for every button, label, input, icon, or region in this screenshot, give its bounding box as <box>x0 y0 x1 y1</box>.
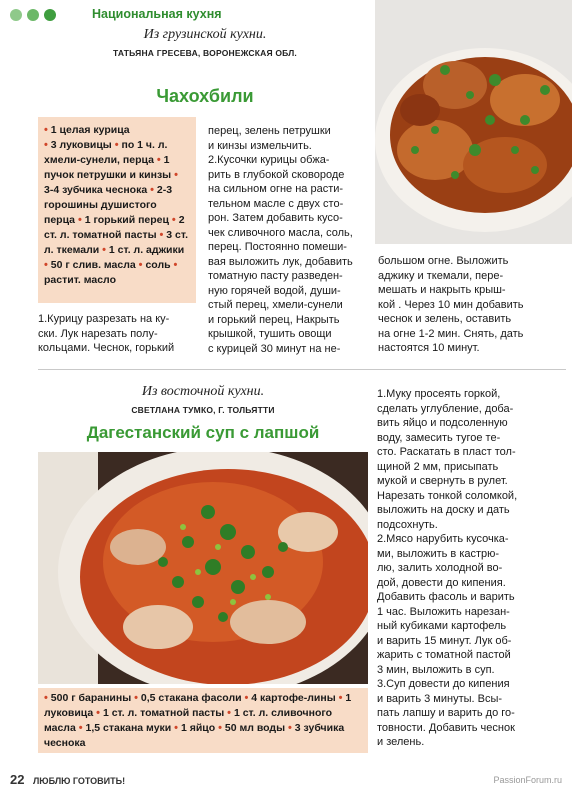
ingredient: 0,5 стакана фасоли <box>140 692 242 704</box>
text-line: и кинзы измельчить. <box>208 139 312 152</box>
recipe2-author: СВЕТЛАНА ТУМКО, Г. ТОЛЬЯТТИ <box>131 405 275 415</box>
text-line: на огне 1-2 мин. Снять, дать <box>378 327 524 340</box>
ingredient: 1 горький перец <box>84 214 169 226</box>
ingredient: 1,5 стакана муки <box>85 722 172 734</box>
text-line: ски. Лук нарезать полу- <box>38 327 158 340</box>
text-line: 1 час. Выложить нарезан- <box>377 605 510 618</box>
text-line: и варить 3 минуты. Всы- <box>377 692 503 705</box>
text-line: перец. Постоянно помеши- <box>208 241 347 253</box>
recipe2-ingredients: • 500 г баранины • 0,5 стакана фасоли • 4 картофе-лины • 1 луковица • 1 ст. л. томатной пасты • 1 ст. л. сливочного масла • 1,5 стакана муки • 1 яйцо • 50 мл воды • 3 зубчика чеснока <box>38 688 368 753</box>
ingredient: 1 пучок петрушки и кинзы <box>44 154 172 181</box>
ingredient: 50 мл воды <box>224 722 286 734</box>
text-line: вая выложить лук, добавить <box>208 255 353 268</box>
text-line: чеснок и зелень, оставить <box>378 313 512 325</box>
ingredient: 3 луковицы <box>50 139 112 151</box>
recipe1-title: Чахохбили <box>156 86 254 106</box>
recipe1-ingredients: • 1 целая курица • 3 луковицы • по 1 ч. л. хмели-сунели, перца • 1 пучок петрушки и кинзы • 3-4 зубчика чеснока • 2-3 горошины душистого перца • 1 горький перец • 2 ст. л. томатной пасты • 3 ст. л. ткемали • 1 ст. л. аджики • 50 г слив. масла • соль • растит. масло <box>38 117 196 303</box>
ingredient: 2-3 горошины душистого перца <box>44 184 173 226</box>
ingredient: 3 зубчика чеснока <box>44 722 345 749</box>
page-footer <box>10 772 125 787</box>
recipe1-author: ТАТЬЯНА ГРЕСЕВА, ВОРОНЕЖСКАЯ ОБЛ. <box>113 48 297 58</box>
text-line: ную горячей водой, души- <box>208 284 341 297</box>
text-line: кольцами. Чеснок, горький <box>38 342 175 354</box>
magazine-name: ЛЮБЛЮ ГОТОВИТЬ! <box>32 776 126 786</box>
text-line: перец, зелень петрушки <box>208 125 331 137</box>
text-line: пать лапшу и варить до го- <box>377 707 515 719</box>
watermark: PassionForum.ru <box>493 775 562 785</box>
text-line: щиной 2 мм, присыпать <box>377 460 499 473</box>
dot-icon <box>27 9 39 21</box>
recipe1-column1 <box>38 312 200 356</box>
ingredient: 1 ст. л. аджики <box>108 244 185 256</box>
ingredient: 2 ст. л. томатной пасты <box>44 214 185 241</box>
text-line: мешать и накрыть крыш- <box>378 284 506 296</box>
text-line: стый перец, хмели-сунели <box>208 299 343 311</box>
section-title: Национальная кухня <box>92 7 222 21</box>
recipe2-cuisine: Из восточной кухни. <box>141 384 265 399</box>
text-line: томатную пасту разведен- <box>208 270 343 282</box>
recipe1-column2 <box>208 124 376 356</box>
ingredient: 1 луковица <box>44 692 352 719</box>
ingredient: 1 ст. л. сливочного масла <box>44 707 333 734</box>
text-line: жарить с томатной пастой <box>377 649 511 661</box>
ingredient: 1 яйцо <box>180 722 216 734</box>
recipe1-column3 <box>378 254 566 356</box>
text-line: с курицей 30 минут на не- <box>208 342 341 355</box>
text-line: 1.Муку просеять горкой, <box>377 388 501 400</box>
text-line: тельном масле с двух сто- <box>208 197 344 210</box>
text-line: и горький перец, Накрыть <box>208 313 340 326</box>
recipe2-steps <box>377 387 567 750</box>
text-line: настоятся 10 минут. <box>378 342 480 354</box>
ingredient: 3-4 зубчика чеснока <box>44 184 148 196</box>
section-divider <box>38 369 566 370</box>
text-line: 2.Мясо нарубить кусочка- <box>377 533 509 545</box>
text-line: 3 мин, выложить в суп. <box>377 663 495 676</box>
text-line: мукой и свернуть в рулет. <box>377 475 508 487</box>
text-line: 3.Суп довести до кипения <box>377 678 510 690</box>
text-line: подсохнуть. <box>377 518 438 531</box>
page-number: 22 <box>10 772 25 787</box>
text-line: на сильном огне на расти- <box>208 183 344 195</box>
ingredient: 4 картофе-лины <box>251 692 336 704</box>
text-line: и варить 15 минут. Лук об- <box>377 634 512 647</box>
text-line: ный кубиками картофель <box>377 620 507 632</box>
ingredient: 1 целая курица <box>50 124 130 136</box>
text-line: воду, замесить тугое те- <box>377 431 501 444</box>
text-line: Нарезать тонкой соломкой, <box>377 489 518 502</box>
text-line: товности. Добавить чеснок <box>377 721 515 734</box>
dot-icon <box>44 9 56 21</box>
text-line: выложить на доску и дать <box>377 504 510 516</box>
text-line: дой, довести до кипения. <box>377 576 506 589</box>
text-line: аджику и ткемали, пере- <box>378 269 504 282</box>
dot-icon <box>10 9 22 21</box>
text-line: сто. Раскатать в пласт тол- <box>377 446 516 458</box>
ingredient: 1 ст. л. томатной пасты <box>102 707 225 719</box>
text-line: рон. Затем добавить кусо- <box>208 212 343 224</box>
ingredient: 3 ст. л. ткемали <box>44 229 188 256</box>
text-line: чек сливочного масла, соль, <box>208 226 353 239</box>
text-line: большом огне. Выложить <box>378 255 509 267</box>
ingredient: 500 г баранины <box>50 692 132 704</box>
section-dots <box>10 9 56 21</box>
dagestan-soup-photo <box>38 452 368 684</box>
ingredient: растит. масло <box>44 274 116 286</box>
ingredient: по 1 ч. л. хмели-сунели, перца <box>44 139 168 166</box>
text-line: ми, выложить в кастрю- <box>377 547 500 560</box>
text-line: сделать углубление, доба- <box>377 402 514 415</box>
text-line: лю, залить холодной во- <box>377 562 503 574</box>
text-line: вить яйцо и подсоленную <box>377 417 508 429</box>
text-line: кой . Через 10 мин добавить <box>378 298 524 311</box>
text-line: 2.Кусочки курицы обжа- <box>208 154 330 166</box>
ingredient: 50 г слив. масла <box>50 259 136 271</box>
ingredient: соль <box>145 259 171 271</box>
recipe2-title: Дагестанский суп с лапшой <box>86 423 320 442</box>
text-line: Добавить фасоль и варить <box>377 591 515 603</box>
text-line: рить в глубокой сковороде <box>208 168 345 181</box>
text-line: крышкой, тушить овощи <box>208 328 332 340</box>
text-line: и зелень. <box>377 736 425 748</box>
recipe1-cuisine: Из грузинской кухни. <box>143 27 267 42</box>
text-line: 1.Курицу разрезать на ку- <box>38 313 170 325</box>
chakhokhbili-photo <box>375 0 572 244</box>
